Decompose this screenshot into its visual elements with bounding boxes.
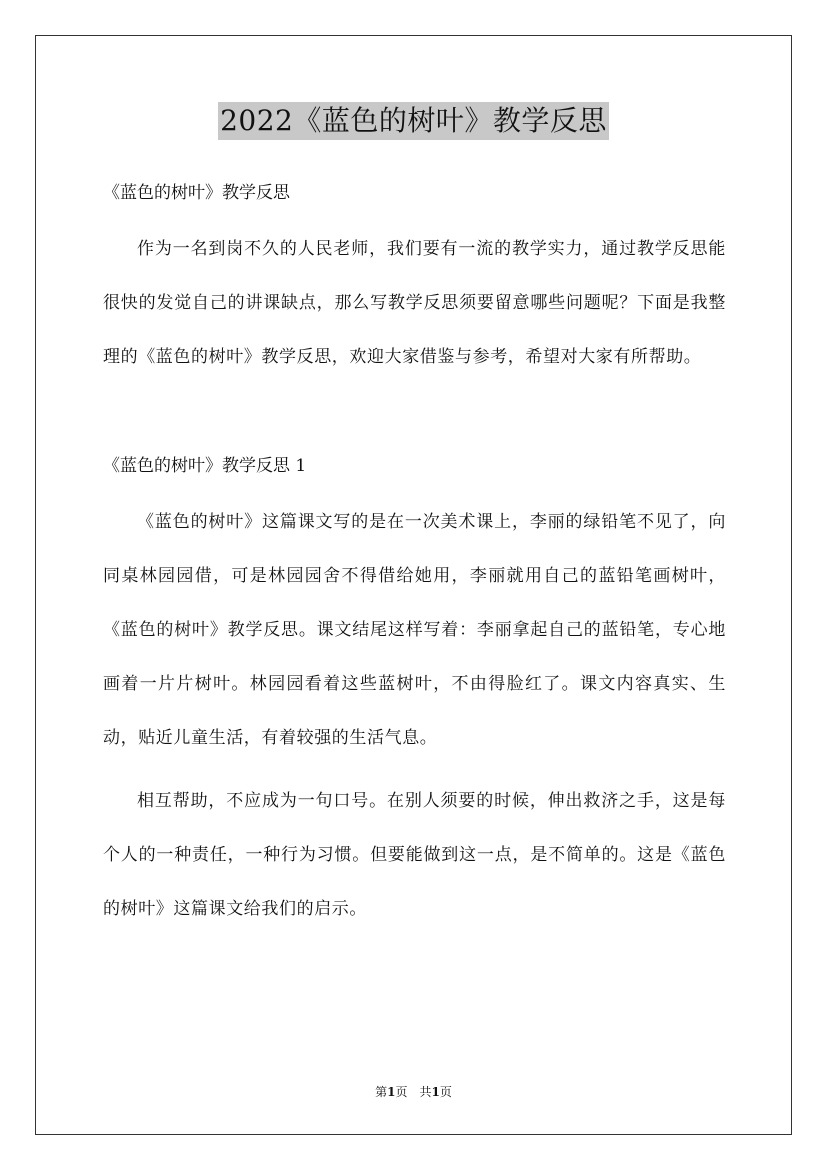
current-page-number: 1 <box>387 1085 396 1099</box>
total-unit: 页 <box>439 1085 452 1099</box>
document-title: 2022《蓝色的树叶》教学反思 <box>218 102 609 140</box>
document-body <box>103 173 726 936</box>
body-paragraph-2: 相互帮助，不应成为一句口号。在别人须要的时候，伸出救济之手，这是每个人的一种责任，一种行为习惯。但要能做到这一点，是不简单的。这是《蓝色的树叶》这篇课文给我们的启示。 <box>103 791 726 919</box>
body-paragraph-1: 《蓝色的树叶》这篇课文写的是在一次美术课上，李丽的绿铅笔不见了，向同桌林园园借，可是林园园舍不得借给她用，李丽就用自己的蓝铅笔画树叶，《蓝色的树叶》教学反思。课文结尾这样写着：李丽拿起自己的蓝铅笔，专心地画着一片片树叶。林园园看着这些蓝树叶，不由得脸红了。课文内容真实、生动，贴近儿童生活，有着较强的生活气息。 <box>103 512 726 748</box>
page-unit: 页 <box>395 1085 408 1099</box>
document-subtitle: 《蓝色的树叶》教学反思 <box>103 183 290 203</box>
page-label: 第 <box>375 1085 388 1099</box>
intro-paragraph: 作为一名到岗不久的人民老师，我们要有一流的教学实力，通过教学反思能很快的发觉自己的讲课缺点，那么写教学反思须要留意哪些问题呢？下面是我整理的《蓝色的树叶》教学反思，欢迎大家借鉴与参考，希望对大家有所帮助。 <box>103 239 726 367</box>
page-footer <box>0 1083 827 1100</box>
section-heading: 《蓝色的树叶》教学反思 1 <box>103 456 307 476</box>
total-label: 共 <box>419 1085 432 1099</box>
total-page-number: 1 <box>431 1085 440 1099</box>
section-spacer <box>103 384 726 424</box>
title-container <box>0 102 827 140</box>
